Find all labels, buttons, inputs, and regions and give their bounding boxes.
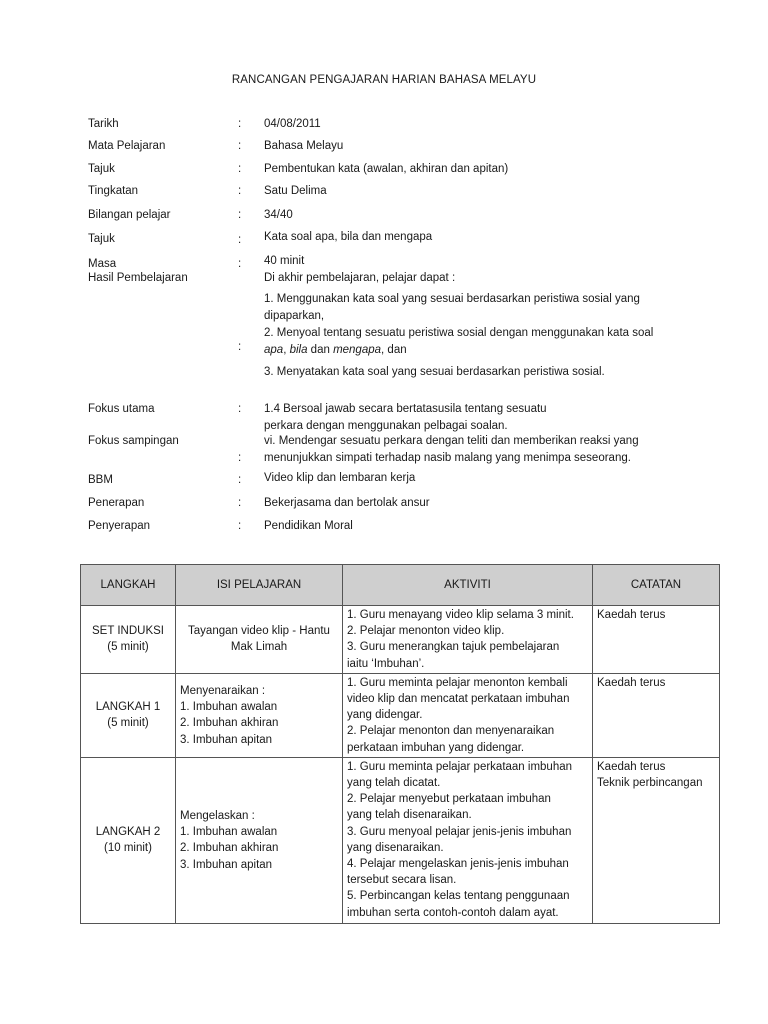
- info-label: Masa: [88, 258, 117, 270]
- hasil-point-2a: 2. Menyoal tentang sesuatu peristiwa sosial dengan menggunakan kata soal: [264, 327, 654, 339]
- isi-line: 3. Imbuhan apitan: [180, 733, 273, 746]
- step-duration: (5 minit): [107, 641, 149, 654]
- kata-soal-apa: apa: [264, 344, 284, 356]
- isi-line: 1. Imbuhan awalan: [180, 701, 278, 714]
- isi-cell: [176, 757, 343, 923]
- aktiviti-line: 1. Guru meminta pelajar perkataan imbuhan: [347, 760, 573, 773]
- colon: :: [238, 403, 242, 415]
- document-title: RANCANGAN PENGAJARAN HARIAN BAHASA MELAYU: [231, 74, 537, 86]
- info-value: Satu Delima: [264, 185, 327, 197]
- info-label: Fokus sampingan: [88, 435, 179, 447]
- header-aktiviti: AKTIVITI: [343, 565, 593, 606]
- aktiviti-line: 4. Pelajar mengelaskan jenis-jenis imbuhan: [347, 858, 569, 871]
- catatan-cell: [593, 673, 720, 757]
- aktiviti-cell: [343, 757, 593, 923]
- separator: , dan: [381, 344, 407, 356]
- separator: ,: [283, 344, 290, 356]
- info-value: Bahasa Melayu: [264, 140, 344, 152]
- hasil-point-1a: 1. Menggunakan kata soal yang sesuai berdasarkan peristiwa sosial yang: [264, 293, 640, 305]
- info-value: Pembentukan kata (awalan, akhiran dan apitan): [264, 163, 509, 175]
- colon: :: [238, 497, 242, 509]
- lesson-plan-table: [80, 564, 720, 924]
- aktiviti-line: yang disenaraikan.: [347, 841, 444, 854]
- info-value: 04/08/2011: [264, 118, 321, 130]
- table-row: [81, 673, 720, 757]
- info-label: Fokus utama: [88, 403, 155, 415]
- catatan-line: Kaedah terus: [597, 676, 666, 689]
- fokus-utama-line-1: 1.4 Bersoal jawab secara bertatasusila tentang sesuatu: [264, 403, 547, 415]
- aktiviti-line: 1. Guru meminta pelajar menonton kembali: [347, 676, 568, 689]
- info-value: [264, 433, 684, 467]
- aktiviti-line: yang telah dicatat.: [347, 777, 441, 790]
- isi-line: Mak Limah: [230, 641, 288, 654]
- aktiviti-line: video klip dan mencatat perkataan imbuhan: [347, 693, 570, 706]
- info-value: Video klip dan lembaran kerja: [264, 472, 416, 484]
- fokus-sampingan-line-1: vi. Mendengar sesuatu perkara dengan teliti dan memberikan reaksi yang: [264, 435, 639, 447]
- colon: :: [238, 474, 242, 486]
- info-value: [264, 270, 684, 381]
- step-cell: [81, 757, 176, 923]
- colon: :: [238, 258, 242, 270]
- info-value: Kata soal apa, bila dan mengapa: [264, 231, 433, 243]
- info-label: Mata Pelajaran: [88, 140, 166, 152]
- table-row: [81, 757, 720, 923]
- catatan-cell: [593, 606, 720, 674]
- catatan-line: Kaedah terus: [597, 760, 666, 773]
- table-header-row: [81, 565, 720, 606]
- info-label: Tingkatan: [88, 185, 139, 197]
- catatan-cell: [593, 757, 720, 923]
- fokus-sampingan-line-2: menunjukkan simpati terhadap nasib malang yang menimpa seseorang.: [264, 452, 631, 464]
- kata-soal-bila: bila: [289, 344, 308, 356]
- step-name: LANGKAH 2: [95, 826, 161, 839]
- isi-cell: [176, 673, 343, 757]
- hasil-point-3: 3. Menyatakan kata soal yang sesuai berdasarkan peristiwa sosial.: [264, 366, 605, 378]
- colon: :: [238, 209, 242, 221]
- info-label: Tajuk: [88, 233, 115, 245]
- isi-line: Menyenaraikan :: [180, 684, 266, 697]
- colon: :: [238, 118, 242, 130]
- isi-line: Tayangan video klip - Hantu: [188, 625, 330, 638]
- aktiviti-line: 2. Pelajar menonton dan menyenaraikan: [347, 725, 555, 738]
- aktiviti-line: 3. Guru menerangkan tajuk pembelajaran: [347, 641, 560, 654]
- colon: :: [238, 234, 242, 246]
- colon: :: [238, 520, 242, 532]
- aktiviti-line: 1. Guru menayang video klip selama 3 minit.: [347, 609, 574, 621]
- aktiviti-line: imbuhan serta contoh-contoh dalam ayat.: [347, 906, 559, 919]
- aktiviti-line: yang didengar.: [347, 709, 423, 722]
- info-value: 40 minit: [264, 255, 305, 267]
- colon: :: [238, 163, 242, 175]
- colon: :: [238, 185, 242, 197]
- hasil-point-1b: dipaparkan,: [264, 310, 325, 322]
- separator: dan: [307, 344, 334, 356]
- isi-line: Mengelaskan :: [180, 809, 255, 822]
- header-catatan: CATATAN: [593, 565, 720, 606]
- step-cell: [81, 673, 176, 757]
- aktiviti-line: iaitu ‘Imbuhan’.: [347, 657, 425, 670]
- step-name: LANGKAH 1: [95, 701, 161, 714]
- info-value: Pendidikan Moral: [264, 520, 353, 532]
- isi-cell: [176, 606, 343, 674]
- hasil-intro: Di akhir pembelajaran, pelajar dapat :: [264, 272, 456, 284]
- aktiviti-cell: [343, 606, 593, 674]
- isi-line: 3. Imbuhan apitan: [180, 858, 273, 871]
- step-duration: (10 minit): [104, 842, 152, 855]
- aktiviti-line: 3. Guru menyoal pelajar jenis-jenis imbuhan: [347, 825, 572, 838]
- info-value: [264, 401, 684, 435]
- aktiviti-line: yang telah disenaraikan.: [347, 809, 472, 822]
- info-label: Penerapan: [88, 497, 145, 509]
- step-cell: [81, 606, 176, 674]
- aktiviti-line: 2. Pelajar menyebut perkataan imbuhan: [347, 793, 551, 806]
- aktiviti-line: perkataan imbuhan yang didengar.: [347, 741, 525, 754]
- info-value: 34/40: [264, 209, 293, 221]
- aktiviti-line: 5. Perbincangan kelas tentang penggunaan: [347, 890, 570, 903]
- info-label: BBM: [88, 474, 113, 486]
- header-isi-pelajaran: ISI PELAJARAN: [176, 565, 343, 606]
- colon: :: [238, 140, 242, 152]
- fokus-utama-line-2: perkara dengan menggunakan pelbagai soalan.: [264, 420, 508, 432]
- info-label: Hasil Pembelajaran: [88, 272, 188, 284]
- info-label: Tarikh: [88, 118, 119, 130]
- catatan-line: Kaedah terus: [597, 609, 666, 621]
- colon: :: [238, 341, 242, 353]
- step-duration: (5 minit): [107, 717, 149, 730]
- table-row: [81, 606, 720, 674]
- aktiviti-line: tersebut secara lisan.: [347, 874, 457, 887]
- info-label: Tajuk: [88, 163, 115, 175]
- info-value: Bekerjasama dan bertolak ansur: [264, 497, 430, 509]
- aktiviti-line: 2. Pelajar menonton video klip.: [347, 625, 505, 638]
- aktiviti-cell: [343, 673, 593, 757]
- header-langkah: LANGKAH: [81, 565, 176, 606]
- isi-line: 2. Imbuhan akhiran: [180, 842, 279, 855]
- step-name: SET INDUKSI: [92, 625, 164, 638]
- isi-line: 2. Imbuhan akhiran: [180, 717, 279, 730]
- catatan-line: Teknik perbincangan: [597, 777, 703, 790]
- colon: :: [238, 452, 242, 464]
- isi-line: 1. Imbuhan awalan: [180, 826, 278, 839]
- hasil-point-2b: [264, 342, 684, 359]
- info-label: Bilangan pelajar: [88, 209, 171, 221]
- info-label: Penyerapan: [88, 520, 151, 532]
- kata-soal-mengapa: mengapa: [333, 344, 382, 356]
